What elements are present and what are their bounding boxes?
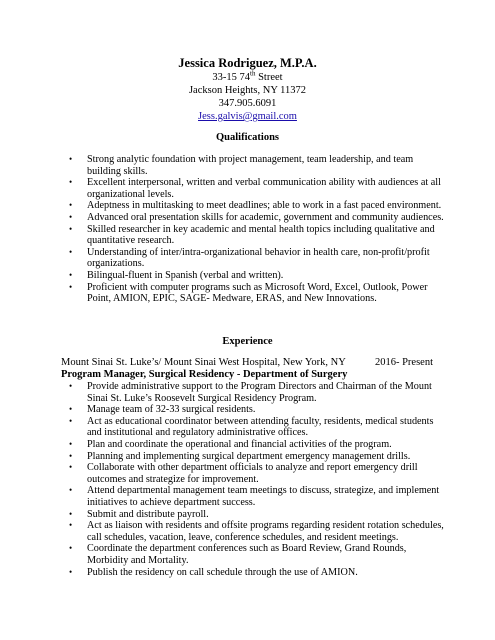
qualification-item-text: Bilingual-fluent in Spanish (verbal and written). bbox=[87, 269, 284, 281]
experience-item bbox=[69, 543, 447, 566]
qualification-item bbox=[69, 281, 449, 305]
qualification-item bbox=[69, 269, 449, 282]
experience-item bbox=[69, 566, 447, 579]
qualification-item bbox=[69, 177, 449, 200]
bullet-icon: • bbox=[69, 566, 73, 577]
position-title: Program Manager, Surgical Residency - Department of Surgery bbox=[61, 369, 348, 380]
bullet-icon: • bbox=[69, 223, 73, 234]
employer-name: Mount Sinai St. Luke’s/ Mount Sinai West Hospital, New York, NY bbox=[61, 357, 346, 368]
qualification-item-text: Skilled researcher in key academic and mental health topics including qualitative and quantitative research. bbox=[87, 223, 435, 247]
address-street: Street bbox=[255, 72, 283, 83]
qualification-item-text: Strong analytic foundation with project management, team leadership, and team building skills. bbox=[87, 154, 414, 177]
qualification-item-text: Excellent interpersonal, written and verbal communication ability with audiences at all organizational levels. bbox=[87, 177, 441, 200]
bullet-icon: • bbox=[69, 450, 73, 461]
qualifications-heading: Qualifications bbox=[215, 132, 279, 143]
street-address bbox=[0, 71, 495, 84]
experience-item bbox=[69, 462, 447, 485]
qualification-item-text: Advanced oral presentation skills for academic, government and community audiences. bbox=[87, 211, 444, 223]
bullet-icon: • bbox=[69, 462, 73, 473]
address-superscript: th bbox=[250, 69, 256, 78]
experience-item-text: Plan and coordinate the operational and financial activities of the program. bbox=[87, 438, 392, 450]
experience-item-text: Planning and implementing surgical department emergency management drills. bbox=[87, 450, 411, 462]
experience-item-text: Publish the residency on call schedule through the use of AMION. bbox=[87, 566, 358, 578]
qualification-item-text: Understanding of inter/intra-organizational behavior in health care, non-profit/profit organizations. bbox=[87, 246, 430, 270]
bullet-icon: • bbox=[69, 154, 73, 164]
bullet-icon: • bbox=[69, 543, 73, 554]
phone-number: 347.905.6091 bbox=[218, 98, 277, 109]
qualification-item bbox=[69, 211, 449, 224]
qualification-item-text: Proficient with computer programs such as Microsoft Word, Excel, Outlook, Power Point, AMION, EPIC, SAGE- Medware, ERAS, and New Innovations. bbox=[87, 281, 428, 305]
experience-item-text: Provide administrative support to the Program Directors and Chairman of the Mount Sinai St. Luke’s Roosevelt Surgical Residency Program. bbox=[87, 381, 432, 404]
bullet-icon: • bbox=[69, 281, 73, 292]
qualification-item bbox=[69, 223, 449, 247]
experience-item bbox=[69, 520, 447, 543]
qualification-item bbox=[69, 154, 449, 177]
experience-item-text: Coordinate the department conferences such as Board Review, Grand Rounds, Morbidity and Mortality. bbox=[87, 543, 407, 566]
experience-heading: Experience bbox=[222, 336, 273, 347]
bullet-icon: • bbox=[69, 246, 73, 257]
bullet-icon: • bbox=[69, 520, 73, 531]
experience-item bbox=[69, 381, 447, 404]
bullet-icon: • bbox=[69, 415, 73, 426]
qualifications-list bbox=[69, 154, 449, 305]
bullet-icon: • bbox=[69, 177, 73, 188]
experience-item-text: Manage team of 32-33 surgical residents. bbox=[87, 404, 256, 416]
experience-item bbox=[69, 415, 447, 439]
experience-item-text: Submit and distribute payroll. bbox=[87, 508, 209, 520]
bullet-icon: • bbox=[69, 404, 73, 415]
employer-line bbox=[61, 357, 441, 369]
bullet-icon: • bbox=[69, 200, 73, 211]
qualification-item bbox=[69, 246, 449, 270]
experience-list bbox=[69, 381, 447, 578]
experience-item-text: Act as educational coordinator between attending faculty, residents, medical students and institutional and regulatory administrative offices. bbox=[87, 415, 434, 439]
address-number: 33-15 74 bbox=[212, 72, 251, 83]
city-line: Jackson Heights, NY 11372 bbox=[188, 85, 307, 96]
email-link[interactable]: Jess.galvis@gmail.com bbox=[198, 111, 297, 122]
experience-item-text: Collaborate with other department officials to analyze and report emergency drill outcomes and strategize for improvement. bbox=[87, 462, 418, 485]
bullet-icon: • bbox=[69, 485, 73, 496]
resume-header bbox=[0, 56, 495, 123]
bullet-icon: • bbox=[69, 508, 73, 519]
experience-item bbox=[69, 438, 447, 451]
employment-dates: 2016- Present bbox=[374, 357, 433, 368]
experience-item-text: Attend departmental management team meetings to discuss, strategize, and implement initiatives to achieve department success. bbox=[87, 485, 440, 508]
bullet-icon: • bbox=[69, 211, 73, 222]
experience-item-text: Act as liaison with residents and offsite programs regarding resident rotation schedules, call schedules, vacation, leave, conference schedules, and resident meetings. bbox=[87, 520, 444, 543]
bullet-icon: • bbox=[69, 269, 73, 280]
qualification-item-text: Adeptness in multitasking to meet deadlines; able to work in a fast paced environment. bbox=[87, 200, 442, 212]
bullet-icon: • bbox=[69, 381, 73, 391]
experience-item bbox=[69, 508, 447, 521]
bullet-icon: • bbox=[69, 438, 73, 449]
candidate-name: Jessica Rodriguez, M.P.A. bbox=[178, 56, 317, 70]
experience-item bbox=[69, 450, 447, 463]
qualification-item bbox=[69, 200, 449, 212]
experience-item bbox=[69, 485, 447, 508]
experience-item bbox=[69, 404, 447, 416]
